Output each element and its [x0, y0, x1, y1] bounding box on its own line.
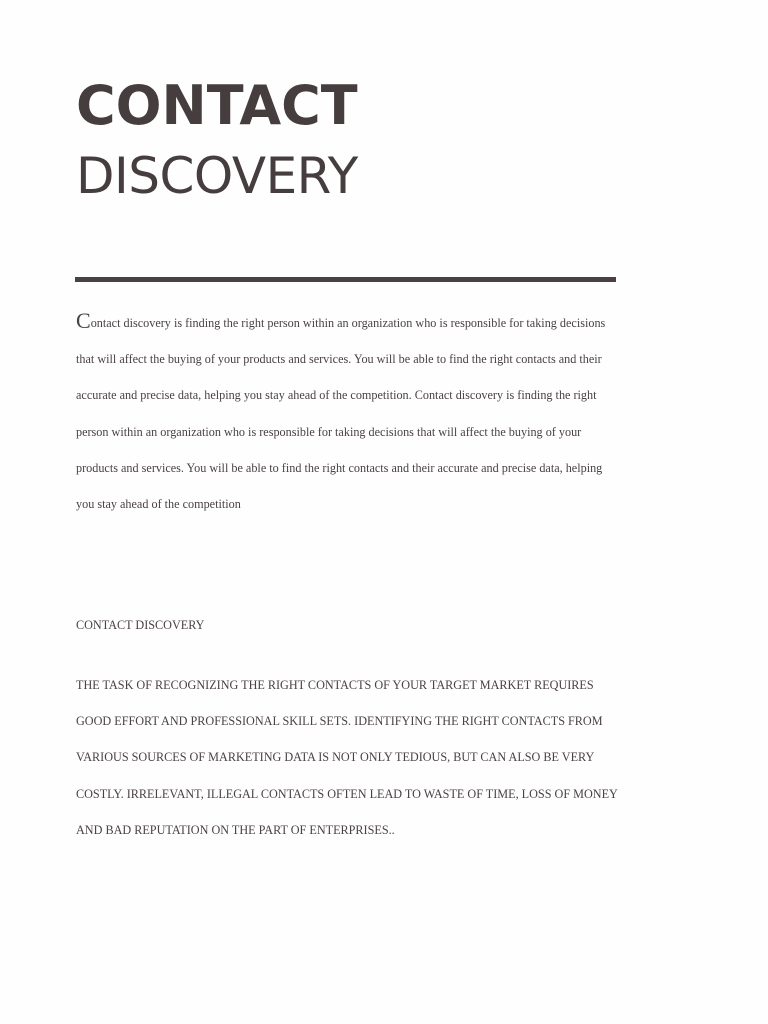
section-body: THE TASK OF RECOGNIZING THE RIGHT CONTACTS OF YOUR TARGET MARKET REQUIRES GOOD EFFORT AND PROFESSIONAL SKILL SETS. IDENTIFYING THE RIGHT CONTACTS FROM VARIOUS SOURCES OF MARKETING DATA IS NOT ONLY TEDIOUS, BUT CAN ALSO BE VERY COSTLY. IRRELEVANT, ILLEGAL CONTACTS OFTEN LEAD TO WASTE OF TIME, LOSS OF MONEY AND BAD REPUTATION ON THE PART OF ENTERPRISES..	[76, 678, 618, 837]
document-title: CONTACT	[76, 74, 358, 137]
intro-text: ontact discovery is finding the right person within an organization who is responsible for taking decisions that will affect the buying of your products and services. You will be able to find the right contacts and their accurate and precise data, helping you stay ahead of the competition. Contact discovery is finding the right person within an organization who is responsible for taking decisions that will affect the buying of your products and services. You will be able to find the right contacts and their accurate and precise data, helping you stay ahead of the competition	[76, 316, 606, 512]
intro-dropcap: C	[76, 308, 91, 333]
document-subtitle: DISCOVERY	[76, 147, 358, 205]
intro-paragraph	[76, 305, 621, 522]
title-divider	[75, 277, 616, 282]
section-heading: CONTACT DISCOVERY	[76, 618, 205, 632]
